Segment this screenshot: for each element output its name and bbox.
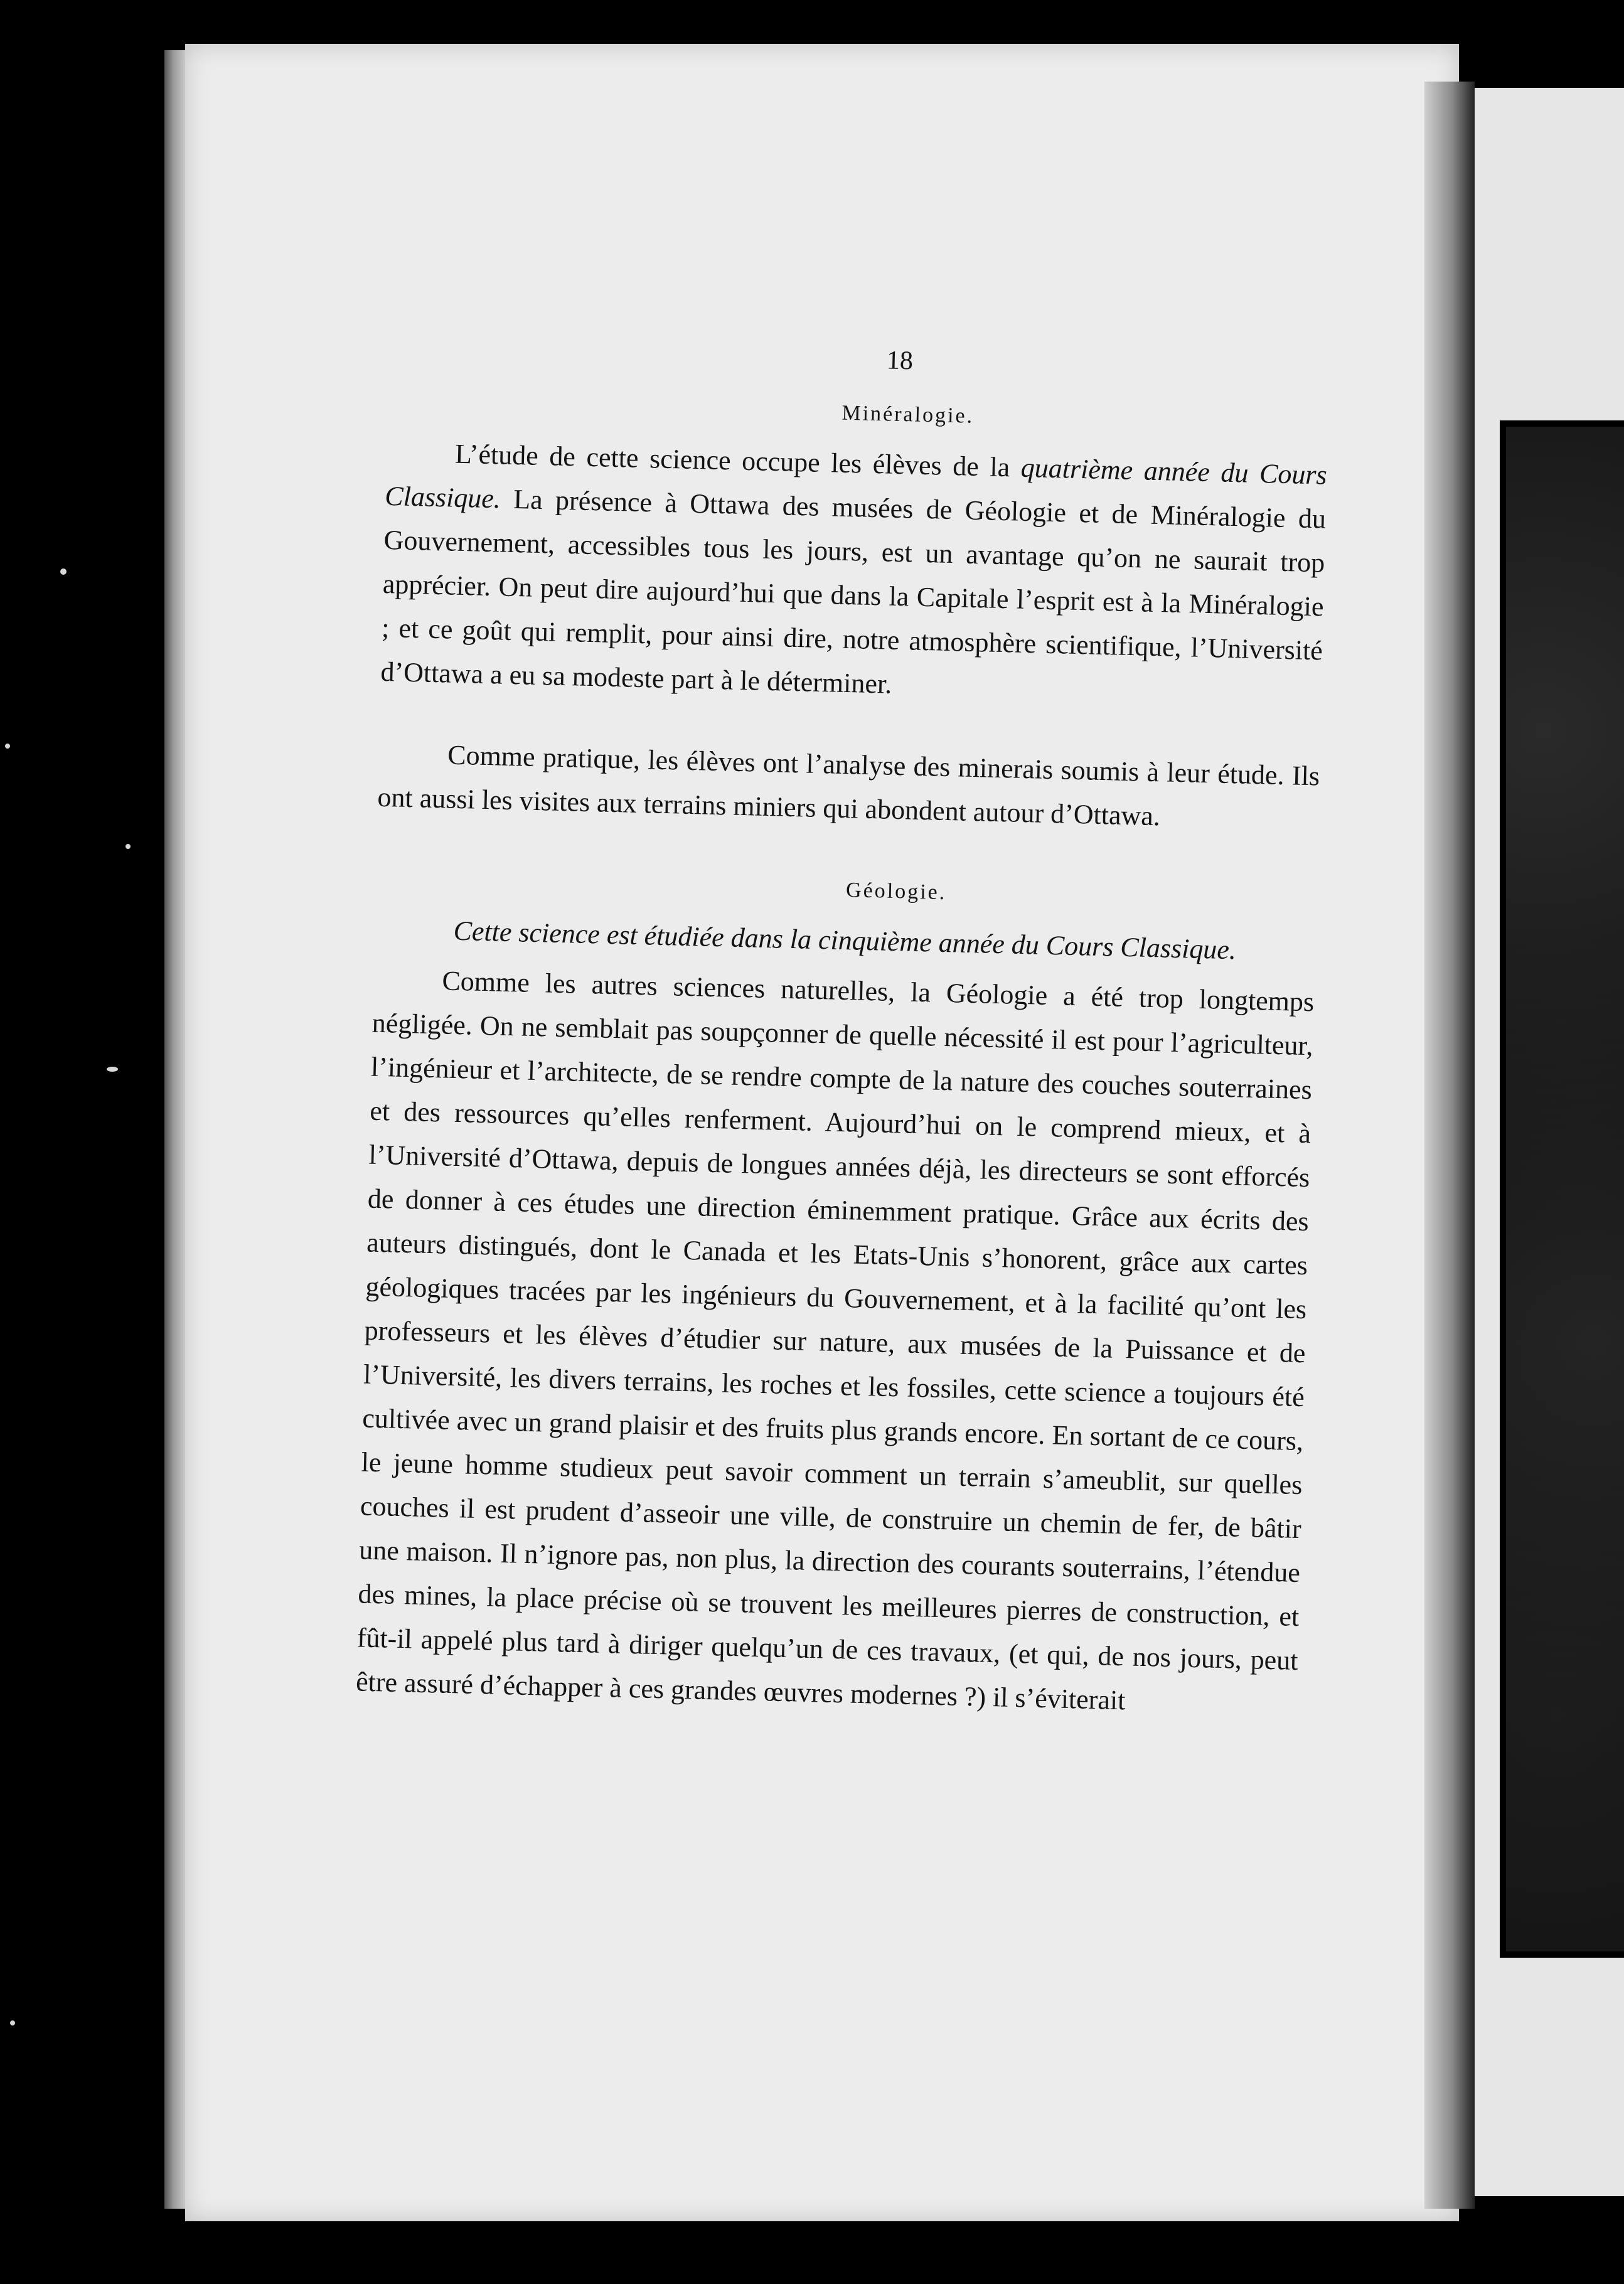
- section-heading-geologie: Géologie.: [845, 878, 947, 904]
- paragraph-text: L’étude de cette science occupe les élèves de la: [454, 438, 1022, 483]
- book-spine-edge: [164, 50, 187, 2209]
- scan-speck: [107, 1067, 118, 1072]
- facing-page-plate-image: [1500, 420, 1624, 1958]
- paragraph-mineralogie-1: [380, 430, 1328, 717]
- scan-speck: [126, 844, 131, 849]
- emphasis-text: quatrième année du Cours Classique.: [384, 452, 1328, 515]
- scan-speck: [10, 2020, 15, 2025]
- page-number: 18: [886, 346, 914, 376]
- page-text: [355, 326, 1330, 1727]
- paragraph-mineralogie-2: Comme pratique, les élèves ont l’analyse des minerais soumis à leur étude. Ils ont aussi les visites aux terrains miniers qui abondent autour d’Ottawa.: [377, 739, 1320, 832]
- page-gutter-shadow: [1424, 82, 1475, 2209]
- scan-speck: [5, 744, 10, 749]
- section-subtitle-geologie: Cette science est étudiée dans la cinquième année du Cours Classique.: [453, 915, 1237, 966]
- paragraph-geologie-1: Comme les autres sciences naturelles, la Géologie a été trop longtemps négligée. On ne semblait pas soupçonner de quelle nécessité il est pour l’agriculteur, l’ingénieur et l’architecte, de se rendre compte de la nature des couches souterraines et des ressources qu’elles renferment. Aujourd’hui on le comprend mieux, et à l’Université d’Ottawa, depuis de longues années déjà, les directeurs se sont efforcés de donner à ces études une direction éminemment pratique. Grâce aux écrits des auteurs distingués, dont le Canada et les Etats-Unis s’honorent, grâce aux cartes géologiques tracées par les ingénieurs du Gouvernement, et à la facilité qu’ont les professeurs et les élèves d’étudier sur nature, aux musées de la Puissance et de l’Université, les divers terrains, les roches et les fossiles, cette science a toujours été cultivée avec un grand plaisir et des fruits plus grands encore. En sortant de ce cours, le jeune homme studieux peut savoir comment un terrain s’ameublit, sur quelles couches il est prudent d’asseoir une ville, de construire un chemin de fer, de bâtir une maison. Il n’ignore pas, non plus, la direction des courants souterrains, l’étendue des mines, la place précise où se trouvent les meilleures pierres de construction, et fût-il appelé plus tard à diriger quelqu’un de ces travaux, (et qui, de nos jours, peut être assuré d’échapper à ces grandes œuvres modernes ?) il s’éviterait: [355, 965, 1315, 1716]
- section-heading-mineralogie: Minéralogie.: [841, 401, 975, 428]
- scan-speck: [60, 568, 67, 575]
- paragraph-text: La présence à Ottawa des musées de Géologie et de Minéralogie du Gouvernement, accessibles tous les jours, est un avantage qu’on ne saurait trop apprécier. On peut dire aujourd’hui que dans la Capitale l’esprit est à la Minéralogie ; et ce goût qui remplit, pour ainsi dire, notre atmosphère scientifique, l’Université d’Ottawa a eu sa modeste part à le déterminer.: [380, 483, 1327, 700]
